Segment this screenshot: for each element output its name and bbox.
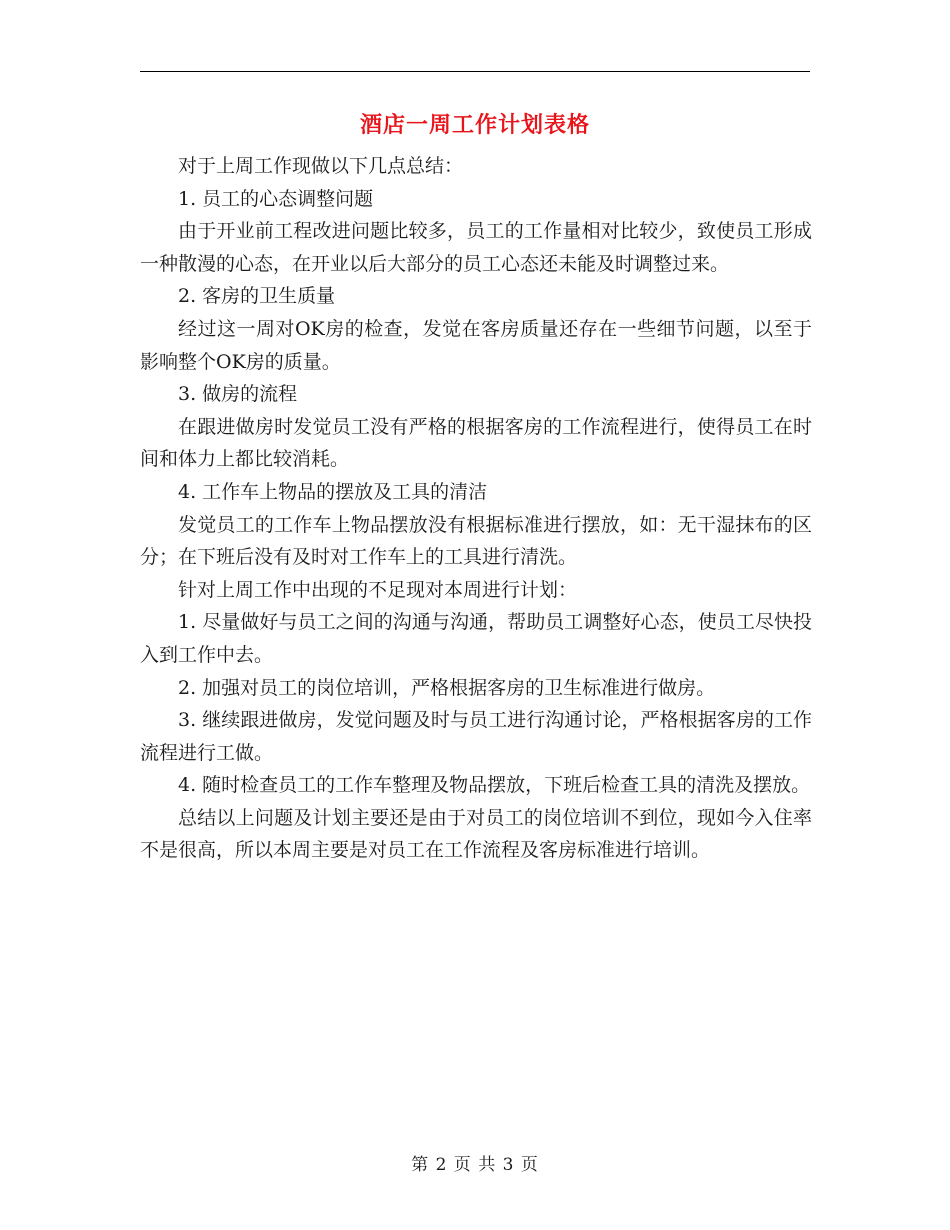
paragraph: 总结以上问题及计划主要还是由于对员工的岗位培训不到位，现如今入住率不是很高，所以本周主要是对员工在工作流程及客房标准进行培训。 — [140, 806, 812, 862]
paragraph: 2. 加强对员工的岗位培训，严格根据客房的卫生标准进行做房。 — [178, 676, 716, 699]
paragraph: 经过这一周对OK房的检查，发觉在客房质量还存在一些细节问题，以至于影响整个OK房的质量。 — [140, 317, 812, 373]
header-rule — [140, 71, 810, 72]
paragraph: 3. 继续跟进做房，发觉问题及时与员工进行沟通讨论，严格根据客房的工作流程进行工做。 — [140, 709, 812, 764]
document-title: 酒店一周工作计划表格 — [359, 112, 590, 138]
paragraph: 1. 员工的心态调整问题 — [178, 187, 374, 210]
paragraph: 4. 随时检查员工的工作车整理及物品摆放，下班后检查工具的清洗及摆放。 — [178, 774, 811, 797]
paragraph: 3. 做房的流程 — [178, 383, 298, 406]
paragraph: 由于开业前工程改进问题比较多，员工的工作量相对比较少，致使员工形成一种散漫的心态，在开业以后大部分的员工心态还未能及时调整过来。 — [140, 220, 812, 275]
paragraph: 发觉员工的工作车上物品摆放没有根据标准进行摆放，如：无干湿抹布的区分；在下班后没有及时对工作车上的工具进行清洗。 — [140, 513, 812, 569]
paragraph: 针对上周工作中出现的不足现对本周进行计划： — [178, 578, 578, 601]
paragraph: 4. 工作车上物品的摆放及工具的清洁 — [178, 480, 488, 503]
paragraph: 对于上周工作现做以下几点总结： — [178, 155, 464, 177]
paragraph: 1. 尽量做好与员工之间的沟通与沟通，帮助员工调整好心态，使员工尽快投入到工作中去。 — [140, 611, 812, 666]
document-body — [140, 150, 812, 867]
paragraph: 2. 客房的卫生质量 — [178, 285, 336, 308]
page-number: 第 2 页 共 3 页 — [411, 1155, 539, 1175]
paragraph: 在跟进做房时发觉员工没有严格的根据客房的工作流程进行，使得员工在时间和体力上都比较消耗。 — [140, 415, 812, 471]
